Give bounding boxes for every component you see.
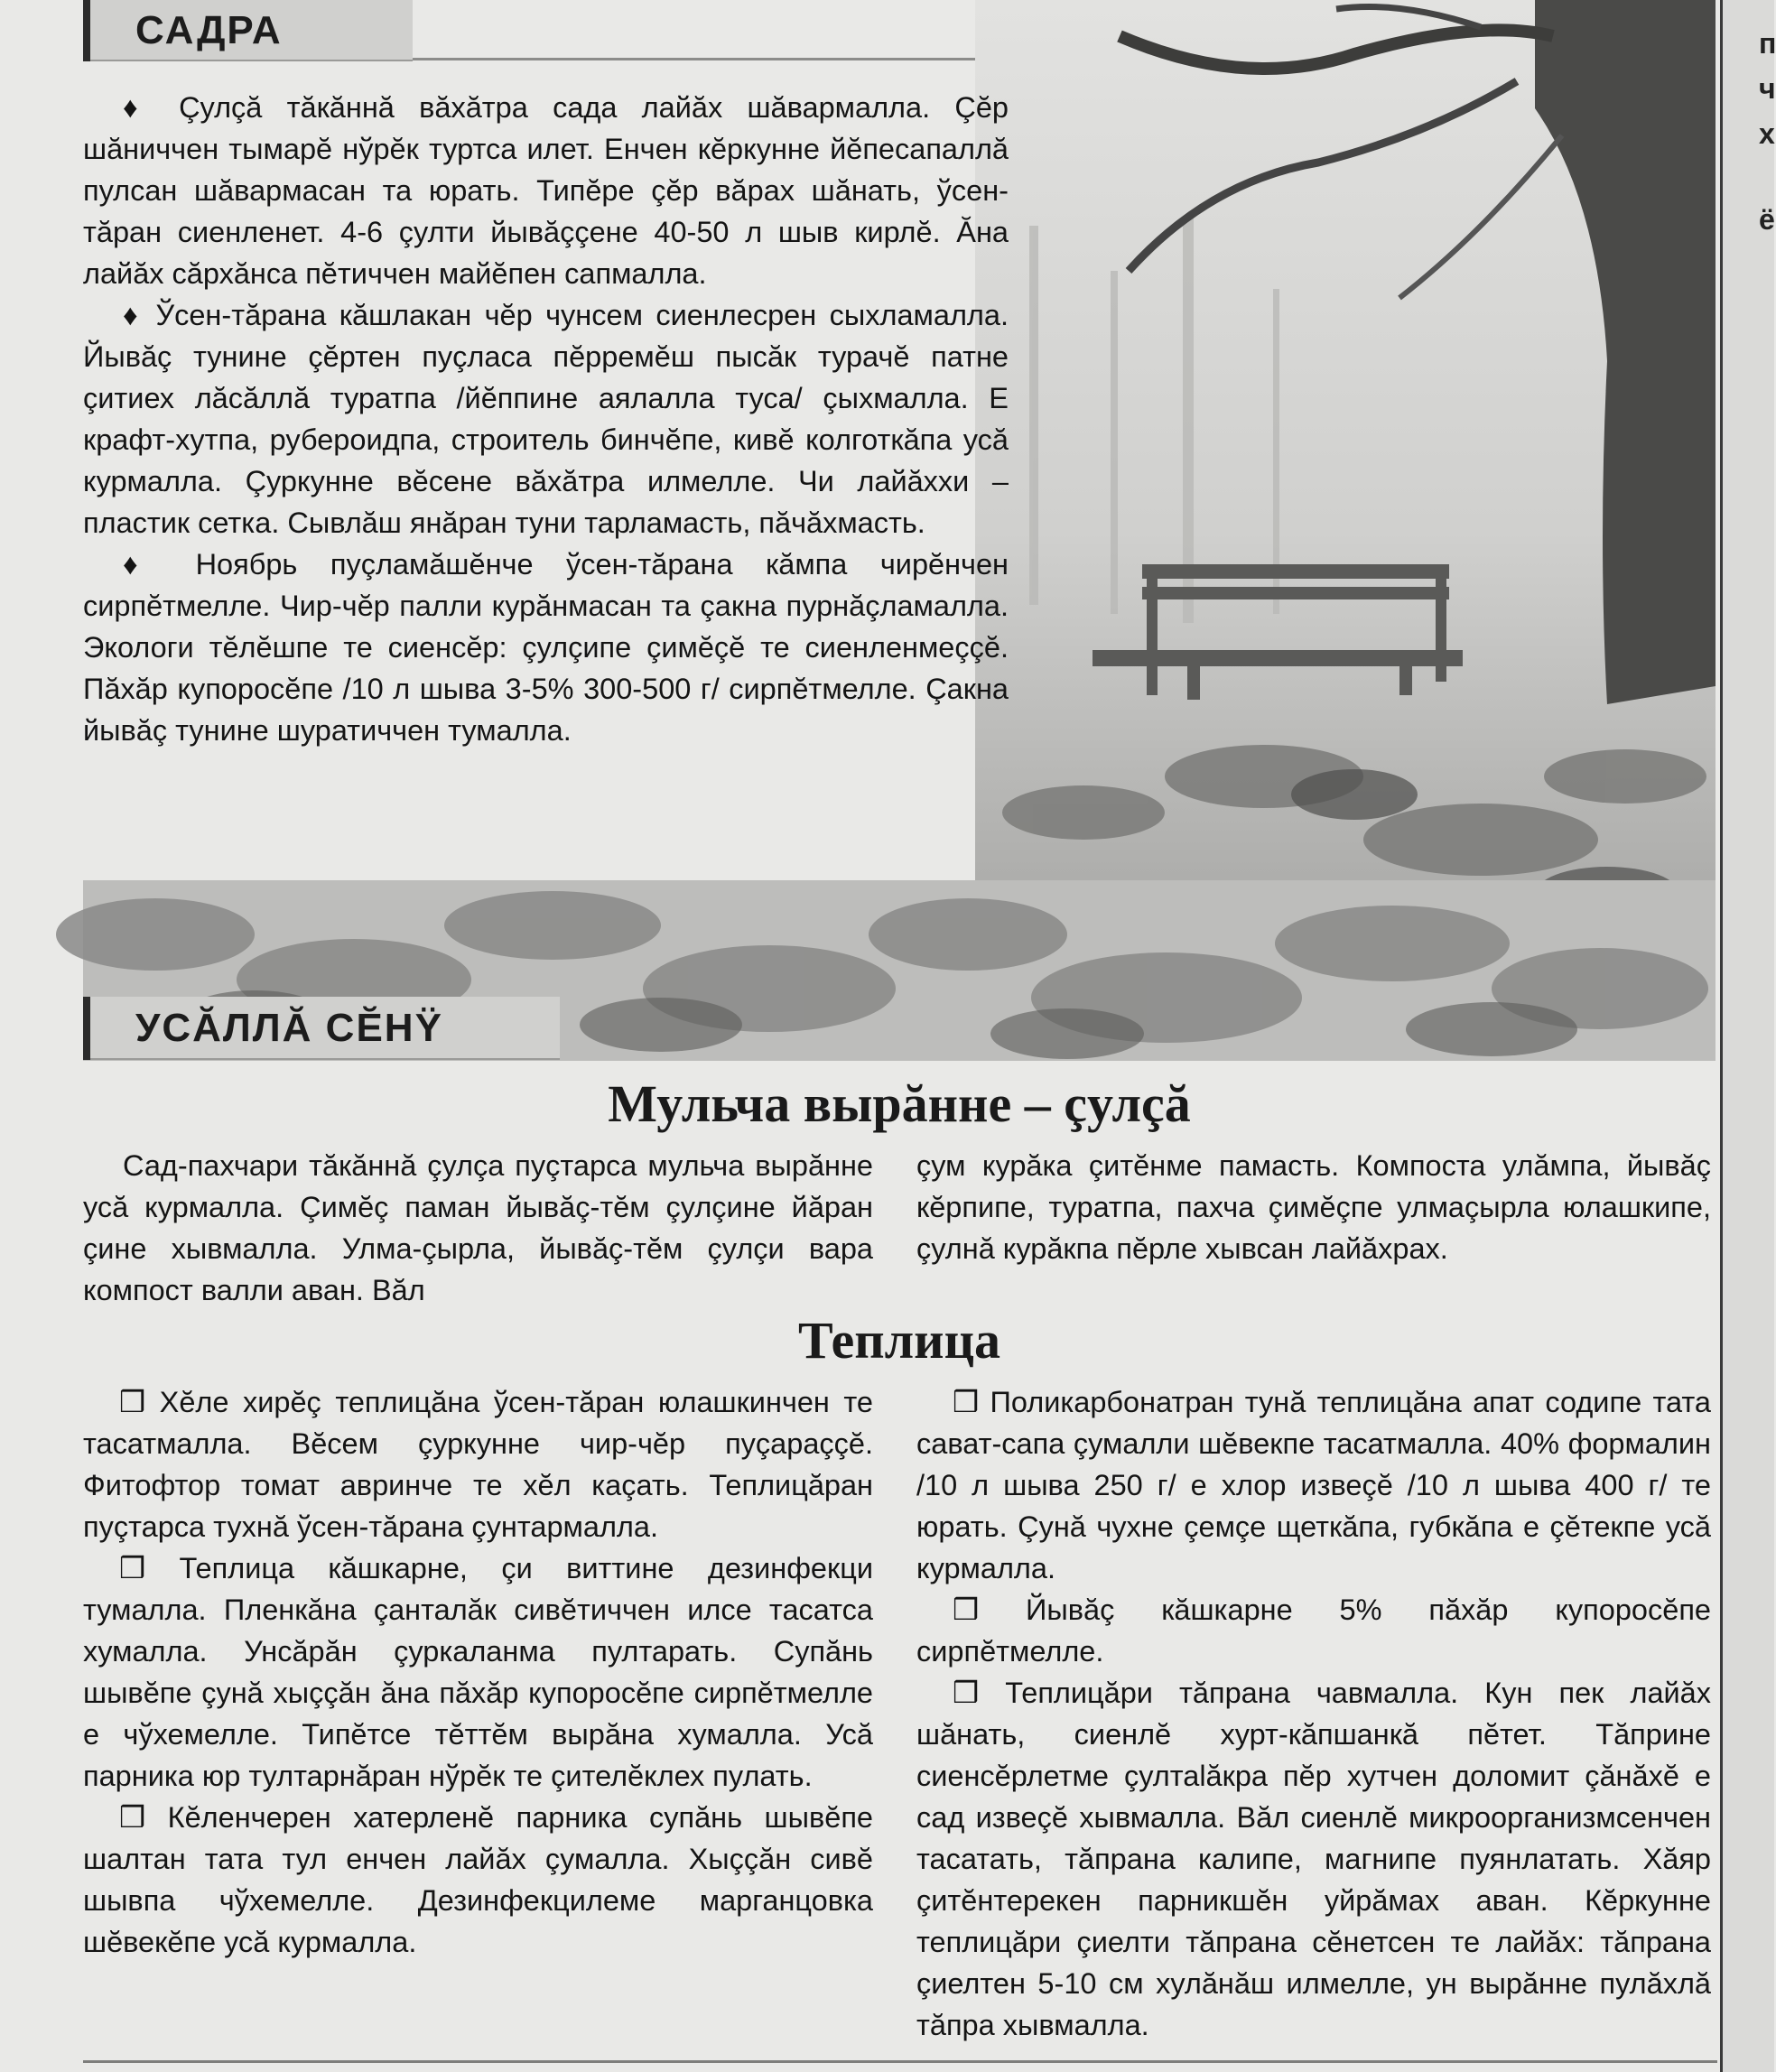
section-tab-usalla: УСĂЛЛĂ СĔНŸ — [83, 997, 560, 1060]
teplica-left-paragraph-3: ❒ Кĕленчерен хатерленĕ парника супăнь шывĕпе шалтан тата тул енчен лайăх çумалла. Хыççăн сивĕ шывпа чўхемелле. Дезинфекцилеме марганцовка шĕвекĕпе усă курмалла. — [83, 1801, 873, 1958]
teplica-right-paragraph-3: ❒ Теплицăри тăпрана чавмалла. Кун пек лайăх шăнать, сиенлĕ хурт-кăпшанкă пĕтет. Тăприне сиенсĕрлетме çултаlăкра пĕр хутчен доломит çăнăхĕ е сад извеçĕ хывмалла. Вăл сиенлĕ микроорганизмсенчен тасатать, тăпрана калипе, магнипе пуянлатать. Хăяр çитĕнтерекен парникшĕн уйрăмах аван. Кĕркунне теплицăри çиелти тăпрана сĕнетсен те лайăх: тăпрана çиелтен 5-10 см хулăнăш илмелле, ун вырăнне пулăхлă тăпра хывмалла. — [916, 1677, 1711, 2041]
mulch-column-left — [83, 1145, 873, 1311]
teplica-left-paragraph-2: ❒ Теплица кăшкарне, çи виттине дезинфекци тумалла. Пленкăна çанталăк сивĕтиччен илсе тасатса хумалла. Унсăрăн çуркаланма пултарать. Супăнь шывĕпе çунă хыççăн ăна пăхăр купоросĕпе сирпĕтмелле е чўхемелле. Типĕтсе тĕттĕм вырăна хумалла. Усă парника юр тултарнăран нўрĕк те çителĕклех пулать. — [83, 1552, 873, 1792]
edge-fragment-4: ё — [1759, 203, 1775, 236]
section-tab-sadra: САДРА — [83, 0, 413, 61]
edge-fragment-1: п — [1759, 27, 1776, 60]
teplica-column-right — [916, 1381, 1711, 2046]
bottom-rule — [83, 2060, 1717, 2063]
teplica-left-paragraph-1: ❒ Хĕле хирĕç теплицăна ўсен-тăран юлашкинчен те тасатмалла. Вĕсем çуркунне чир-чĕр пуçараççĕ. Фитофтор томат авринче те хĕл каçать. Теплицăран пуçтарса тухнă ўсен-тăрана çунтармалла. — [83, 1386, 873, 1543]
sadra-paragraph-1: ♦ Çулçă тăкăннă вăхăтра сада лайăх шăвармалла. Çĕр шăниччен тымарĕ нўрĕк туртса илет. Енчен кĕркунне йĕпесапаллă пулсан шăвармасан та юрать. Типĕре çĕр вăрах шăнать, ўсен-тăран сиенленет. 4-6 çулти йывăççене 40-50 л шыв кирлĕ. Ăна лайăх сăрхăнса пĕтиччен майĕпен сапмалла. — [83, 91, 1009, 290]
teplica-headline: Теплица — [797, 1311, 1000, 1370]
sadra-paragraph-3: ♦ Ноябрь пуçламăшĕнче ўсен-тăрана кăмпа чирĕнчен сирпĕтмелле. Чир-чĕр палли курăнмасан та çакна пурнăçламалла. Экологи тĕлĕшпе те сиенсĕр: çулçипе çимĕçĕ те сиенленмеççĕ. Пăхăр купоросĕпе /10 л шыва 3-5% 300-500 г/ сирпĕтмелле. Çакна йывăç тунине шуратиччен тумалла. — [83, 548, 1009, 747]
section-divider — [413, 58, 975, 60]
edge-fragment-3: х — [1759, 117, 1775, 150]
neighbor-column-edge — [1720, 0, 1774, 2072]
teplica-right-paragraph-1: ❒ Поликарбонатран тунă теплицăна апат содипе тата сават-сапа çумалли шĕвекпе тасатмалла. 40% формалин /10 л шыва 250 г/ е хлор извеçĕ /10 л шыва 400 г/ те юрать. Çунă чухне çемçе щеткăпа, губкăпа е çĕтекпе усă курмалла. — [916, 1386, 1711, 1584]
teplica-right-paragraph-2: ❒ Йывăç кăшкарне 5% пăхăр купоросĕпе сирпĕтмелле. — [916, 1593, 1711, 1668]
mulch-paragraph-left: Сад-пахчари тăкăннă çулçа пуçтарса мульча вырăнне усă курмалла. Çимĕç паман йывăç-тĕм çулçине йăран çине хывмалла. Улма-çырла, йывăç-тĕм çулçи вара компост валли аван. Вăл — [83, 1149, 873, 1306]
mulch-headline: Мульча вырăнне – çулçă — [608, 1074, 1191, 1133]
sadra-article — [83, 87, 1009, 751]
sadra-paragraph-2: ♦ Ўсен-тăрана кăшлакан чĕр чунсем сиенлесрен сыхламалла. Йывăç тунине çĕртен пуçласа пĕрремĕш пысăк турачĕ патне çитиех лăсăллă туратпа /йĕппине аялалла туса/ çыхмалла. Е крафт-хутпа, рубероидпа, строитель бинчĕпе, кивĕ колготкăпа усă курмалла. Çуркунне вĕсене вăхăтра илмелле. Чи лайăххи – пластик сетка. Сывлăш янăран туни тарламасть, пăчăхмасть. — [83, 299, 1009, 539]
teplica-column-left — [83, 1381, 873, 1963]
edge-fragment-2: ч — [1759, 72, 1776, 105]
mulch-paragraph-right: çум курăка çитĕнме памасть. Компоста улăмпа, йывăç кĕрпипе, туратпа, пахча çимĕçпе улмаçырла юлашкипе, çулнă курăкпа пĕрле хывсан лайăхрах. — [916, 1149, 1711, 1265]
mulch-column-right — [916, 1145, 1711, 1269]
